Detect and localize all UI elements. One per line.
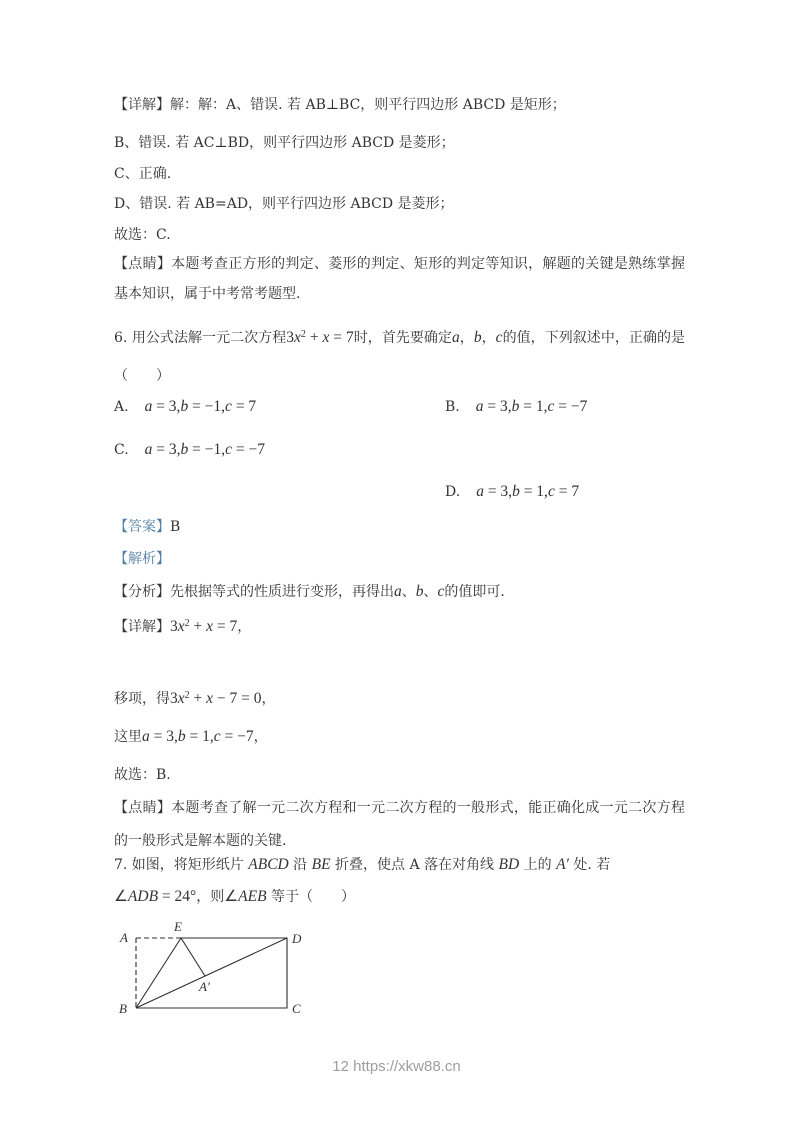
figure-fold-lines (136, 938, 287, 1008)
text-segment: 的值，下列叙述中，正确的是（ ） (114, 330, 686, 384)
figure-label-b: B (119, 1001, 127, 1016)
text-segment: ， (261, 691, 276, 707)
text-segment: c (213, 728, 221, 745)
text-segment: = 1, (519, 483, 548, 500)
text-segment: x (177, 618, 185, 635)
text-segment: 【点睛】本题考查正方形的判定、菱形的判定、矩形的判定等知识，解题的关键是熟练掌握基本知识，属于中考常考题型. (114, 256, 685, 302)
text-segment: c (547, 398, 555, 415)
q5-detail-line-a (114, 90, 685, 120)
text-segment: c (225, 441, 233, 458)
text-segment: ∠ (224, 888, 239, 905)
text-segment: c (225, 398, 232, 415)
q5-detail-line-d (114, 189, 685, 219)
q6-analysis-header (114, 544, 170, 574)
text-segment: = 3, (483, 483, 513, 500)
text-segment: = 7 (213, 618, 238, 635)
text-segment: 时，首先要确定 (353, 330, 452, 346)
text-segment: 等于（ ） (266, 889, 356, 905)
text-segment: 移项，得 (114, 691, 170, 707)
text-segment: − 7 = 0 (213, 690, 262, 707)
q5-detail-line-c (114, 159, 685, 189)
text-segment: b (180, 441, 189, 458)
text-segment: 3 (286, 329, 295, 346)
text-segment: 3 (170, 618, 178, 635)
text-segment: ABCD (248, 856, 289, 873)
text-segment: = 3, (152, 398, 181, 415)
text-segment: b (511, 398, 520, 415)
text-segment: 沿 (288, 857, 312, 873)
figure-label-d: D (292, 931, 302, 946)
text-segment: B、错误. 若 AC⊥BD，则平行四边形 ABCD 是菱形； (114, 135, 455, 151)
text-segment: = −1, (188, 441, 226, 458)
text-segment: 【详解】 (114, 619, 170, 635)
figure-label-a: A (120, 930, 128, 945)
text-segment: 的值即可. (444, 584, 505, 600)
text-segment: B. (445, 399, 460, 415)
q6-detail-step3 (114, 722, 268, 752)
text-segment: ， (253, 729, 268, 745)
text-segment: D、错误. 若 AB=AD，则平行四边形 ABCD 是菱形； (114, 196, 454, 212)
text-segment: 3 (170, 690, 178, 707)
figure-label-c: C (292, 1001, 301, 1016)
text-segment: x (294, 329, 301, 346)
text-segment: a (144, 441, 153, 458)
text-segment: A. (114, 399, 129, 415)
text-segment: = 3, (149, 728, 178, 745)
text-segment: = 7 (554, 483, 580, 500)
q5-detail-line-b (114, 128, 685, 158)
q5-answer-choice (114, 220, 685, 250)
text-segment: a (144, 398, 153, 415)
text-segment: 【解析】 (114, 551, 170, 567)
text-segment: 上的 (519, 857, 557, 873)
q6-question-stem (114, 319, 685, 395)
text-segment: a (452, 329, 460, 346)
text-segment: 2 (184, 690, 190, 701)
q7-question-condition (114, 882, 685, 912)
text-segment: 【答案】 (114, 519, 170, 535)
figure-label-e: E (174, 919, 182, 934)
text-segment: 折叠，使点 A 落在对角线 (330, 857, 499, 873)
text-segment: BE (311, 856, 331, 873)
text-segment: 故选：B. (114, 767, 171, 783)
text-segment: = 1, (185, 728, 214, 745)
text-segment: 、 (423, 584, 438, 600)
text-segment: + (305, 329, 323, 346)
text-segment: 7. 如图，将矩形纸片 (114, 857, 249, 873)
text-segment: A′ (556, 856, 569, 873)
text-segment: a (476, 483, 484, 500)
text-segment: = 3, (483, 398, 512, 415)
q6-option-a (114, 392, 256, 422)
text-segment: c (547, 483, 555, 500)
text-segment: D. (445, 484, 461, 500)
text-segment: x (322, 329, 330, 346)
text-segment: C、正确. (114, 166, 172, 182)
text-segment: + (189, 690, 207, 707)
text-segment: 2 (300, 329, 306, 340)
text-segment: = 3, (152, 441, 181, 458)
q6-detail-equation (114, 612, 251, 644)
q6-option-d (445, 477, 579, 507)
text-segment: = −7 (220, 728, 254, 745)
q6-option-c (114, 435, 265, 465)
text-segment: ， (237, 619, 252, 635)
text-segment: = 1, (519, 398, 548, 415)
q6-detail-step2 (114, 684, 276, 716)
text-segment: 【分析】先根据等式的性质进行变形，再得出 (114, 584, 394, 600)
text-segment: x (206, 618, 214, 635)
text-segment: 处. 若 (568, 857, 611, 873)
text-segment: ∠ (114, 888, 128, 905)
text-segment: 故选：C. (114, 227, 171, 243)
q6-analysis (114, 577, 685, 607)
text-segment: x (177, 690, 185, 707)
q6-answer-choice (114, 760, 171, 790)
q6-comment (114, 792, 685, 858)
text-segment: a (142, 728, 150, 745)
text-segment: 6. 用公式法解一元二次方程 (114, 330, 287, 346)
text-segment: = 24° (158, 888, 197, 905)
text-segment: = 7 (231, 398, 257, 415)
text-segment: 这里 (114, 729, 142, 745)
q5-comment (114, 249, 685, 309)
text-segment: = −1, (188, 398, 226, 415)
text-segment: C. (114, 442, 129, 458)
text-segment: B (170, 519, 181, 535)
text-segment: 、 (401, 584, 416, 600)
text-segment: b (180, 398, 189, 415)
text-segment: = −7 (554, 398, 588, 415)
text-segment: 【详解】解：解：A、错误. 若 AB⊥BC，则平行四边形 ABCD 是矩形； (114, 97, 566, 113)
text-segment: AEB (238, 888, 267, 905)
q6-option-b (445, 392, 587, 422)
page-footer: 12 https://xkw88.cn (332, 1058, 461, 1075)
text-segment: b (512, 483, 520, 500)
text-segment: 2 (184, 618, 190, 629)
text-segment: + (189, 618, 207, 635)
text-segment: a (475, 398, 484, 415)
text-segment: c (495, 329, 503, 346)
text-segment: ， (481, 330, 496, 346)
text-segment: ， (459, 330, 474, 346)
text-segment: = −7 (232, 441, 266, 458)
text-segment: b (415, 583, 424, 600)
text-segment: b (177, 728, 186, 745)
text-segment: BD (498, 856, 520, 873)
text-segment: = 7 (329, 329, 354, 346)
q7-question-stem (114, 850, 685, 880)
text-segment: ADB (127, 888, 159, 905)
q7-figure (106, 916, 326, 1028)
text-segment: c (437, 583, 445, 600)
figure-label-a-prime: A′ (199, 979, 210, 994)
text-segment: x (206, 690, 214, 707)
text-segment: b (473, 329, 482, 346)
text-segment: 【点睛】本题考查了解一元二次方程和一元二次方程的一般形式，能正确化成一元二次方程的一般形式是解本题的关键. (114, 800, 685, 849)
q6-answer (114, 512, 180, 542)
text-segment: ，则 (196, 889, 225, 905)
text-segment: a (394, 583, 402, 600)
